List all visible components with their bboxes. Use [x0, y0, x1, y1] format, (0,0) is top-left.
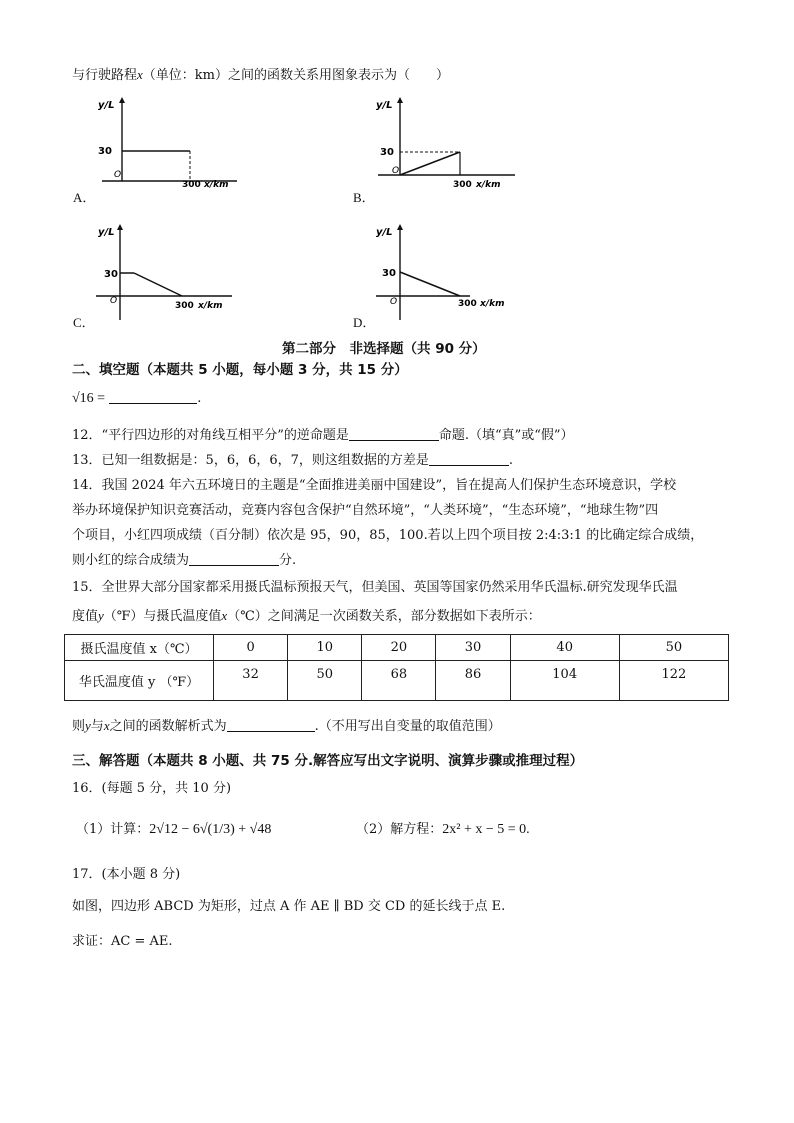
table-cell: 30 [436, 635, 510, 661]
q15-answer-var-x: x [103, 718, 110, 733]
q15-answer-mid: 与 [90, 719, 104, 734]
q15-line1: 15．全世界大部分国家都采用摄氏温标预报天气，但美国、英国等国家仍然采用华氏温标.研究发现华氏温 [72, 580, 678, 595]
section2-title: 二、填空题（本题共 5 小题，每小题 3 分，共 15 分） [72, 362, 408, 378]
table-header-fahrenheit: 华氏温度值 y （℉） [65, 661, 214, 701]
part2-title: 第二部分 非选择题（共 90 分） [282, 341, 486, 357]
q15-line2-a: 度值 [72, 609, 99, 624]
q15-line2-b: （℉）与摄氏温度值 [103, 609, 222, 624]
q15-answer-line [72, 715, 501, 734]
q16-part2 [356, 818, 530, 838]
q15-answer-pre: 则 [72, 719, 86, 734]
q14-line4-pre: 则小红的综合成绩为 [72, 553, 190, 568]
q13-text: 13．已知一组数据是：5，6，6，6，7，则这组数据的方差是 [72, 453, 429, 468]
graph-d-ytick: 30 [382, 268, 396, 279]
graph-d-xlabel: x/km [480, 299, 505, 309]
graph-b-ytick: 30 [380, 147, 394, 158]
table-cell: 122 [619, 661, 728, 701]
q14-line1: 14．我国 2024 年六五环境日的主题是“全面推进美丽中国建设”，旨在提高人们保护生态环境意识，学校 [72, 478, 677, 493]
q12-text: 12．“平行四边形的对角线互相平分”的逆命题是 [72, 428, 349, 443]
q16-part2-expr: 2x² + x − 5 = 0. [442, 822, 530, 837]
option-d-label: D． [353, 315, 376, 330]
graph-b-xtick: 300 [453, 180, 472, 190]
graph-a [92, 95, 242, 190]
option-a-label: A． [73, 190, 96, 205]
q17-head: 17．(本小题 8 分) [72, 867, 181, 882]
table-cell: 0 [214, 635, 288, 661]
table-cell: 68 [362, 661, 436, 701]
graph-c-ylabel: y/L [98, 227, 115, 238]
q11: √16 = . [72, 391, 202, 406]
table-row-fahrenheit [65, 661, 729, 701]
table-cell: 50 [288, 661, 362, 701]
q14-line2: 举办环境保护知识竞赛活动，竞赛内容包含保护“自然环境”，“人类环境”，“生态环境”，“地球生物”四 [72, 503, 659, 518]
q15-var-y: y [98, 608, 104, 623]
graph-a-xtick: 300 [182, 180, 201, 190]
graph-b-ylabel: y/L [376, 100, 393, 111]
graph-a-ylabel: y/L [98, 100, 115, 111]
table-cell: 104 [510, 661, 619, 701]
q16-part1-label: （1）计算： [76, 822, 150, 837]
graph-c [92, 222, 242, 322]
q13 [72, 449, 513, 468]
q15-line2-c: （℃）之间满足一次函数关系，部分数据如下表所示： [227, 609, 541, 624]
q15-answer-mid2: 之间的函数解析式为 [109, 719, 227, 734]
graph-a-origin: O [114, 170, 122, 180]
graph-b-origin: O [392, 166, 400, 176]
q16-part1 [76, 818, 271, 838]
q11-answer-blank[interactable] [109, 391, 197, 404]
q10-tail-pre: 与行驶路程 [72, 68, 138, 83]
q16-part2-label: （2）解方程： [356, 822, 443, 837]
q14-line3: 个项目，小红四项成绩（百分制）依次是 95，90，85，100.若以上四个项目按 2:4:3:1 的比确定综合成绩， [72, 528, 704, 543]
graph-a-ytick: 30 [98, 146, 112, 157]
graph-b [370, 95, 520, 190]
graph-c-xtick: 300 [175, 301, 194, 311]
q13-answer-blank[interactable] [429, 453, 509, 466]
table-cell: 32 [214, 661, 288, 701]
q15-answer-post: .（不用写出自变量的取值范围） [314, 719, 501, 734]
q15-answer-blank[interactable] [227, 719, 315, 732]
option-c-label: C． [73, 315, 95, 330]
graph-d [370, 222, 520, 322]
graph-c-xlabel: x/km [198, 301, 223, 311]
q15-var-x: x [221, 608, 228, 623]
q16-head: 16．(每题 5 分，共 10 分) [72, 781, 232, 796]
graph-b-xlabel: x/km [476, 180, 501, 190]
temperature-table [64, 634, 729, 701]
table-cell: 86 [436, 661, 510, 701]
q14-answer-blank[interactable] [189, 553, 279, 566]
q15-line2 [72, 605, 541, 624]
table-header-celsius: 摄氏温度值 x（℃） [65, 635, 214, 661]
q16-part1-expr: 2√12 − 6√(1/3) + √48 [149, 822, 272, 837]
graph-d-xtick: 300 [458, 299, 477, 309]
graph-c-ytick: 30 [104, 269, 118, 280]
q12 [72, 424, 574, 443]
table-cell: 50 [619, 635, 728, 661]
q15-answer-var-y: y [85, 718, 91, 733]
q14-line4-post: 分. [279, 553, 297, 568]
q17-text: 如图，四边形 ABCD 为矩形，过点 A 作 AE ∥ BD 交 CD 的延长线于点 E. [72, 899, 506, 914]
section3-title: 三、解答题（本题共 8 小题、共 75 分.解答应写出文字说明、演算步骤或推理过程） [72, 753, 584, 769]
q17-prove: 求证：AC = AE. [72, 934, 173, 949]
q10-tail-post: （单位：km）之间的函数关系用图象表示为（ ） [142, 68, 450, 83]
q13-post: . [508, 453, 514, 468]
graph-a-xlabel: x/km [204, 180, 229, 190]
q10-var-x: x [137, 67, 143, 82]
table-cell: 10 [288, 635, 362, 661]
q12-answer-blank[interactable] [349, 428, 439, 441]
q14-line4 [72, 549, 296, 568]
table-row-celsius [65, 635, 729, 661]
option-b-label: B． [353, 190, 375, 205]
q10-tail-line [72, 64, 449, 83]
graph-c-origin: O [110, 296, 118, 306]
table-cell: 20 [362, 635, 436, 661]
q12-post: 命题.（填“真”或“假”） [438, 428, 574, 443]
graph-d-ylabel: y/L [376, 227, 393, 238]
graph-d-origin: O [390, 297, 398, 307]
q11-expr: √16 = [72, 391, 106, 406]
table-cell: 40 [510, 635, 619, 661]
